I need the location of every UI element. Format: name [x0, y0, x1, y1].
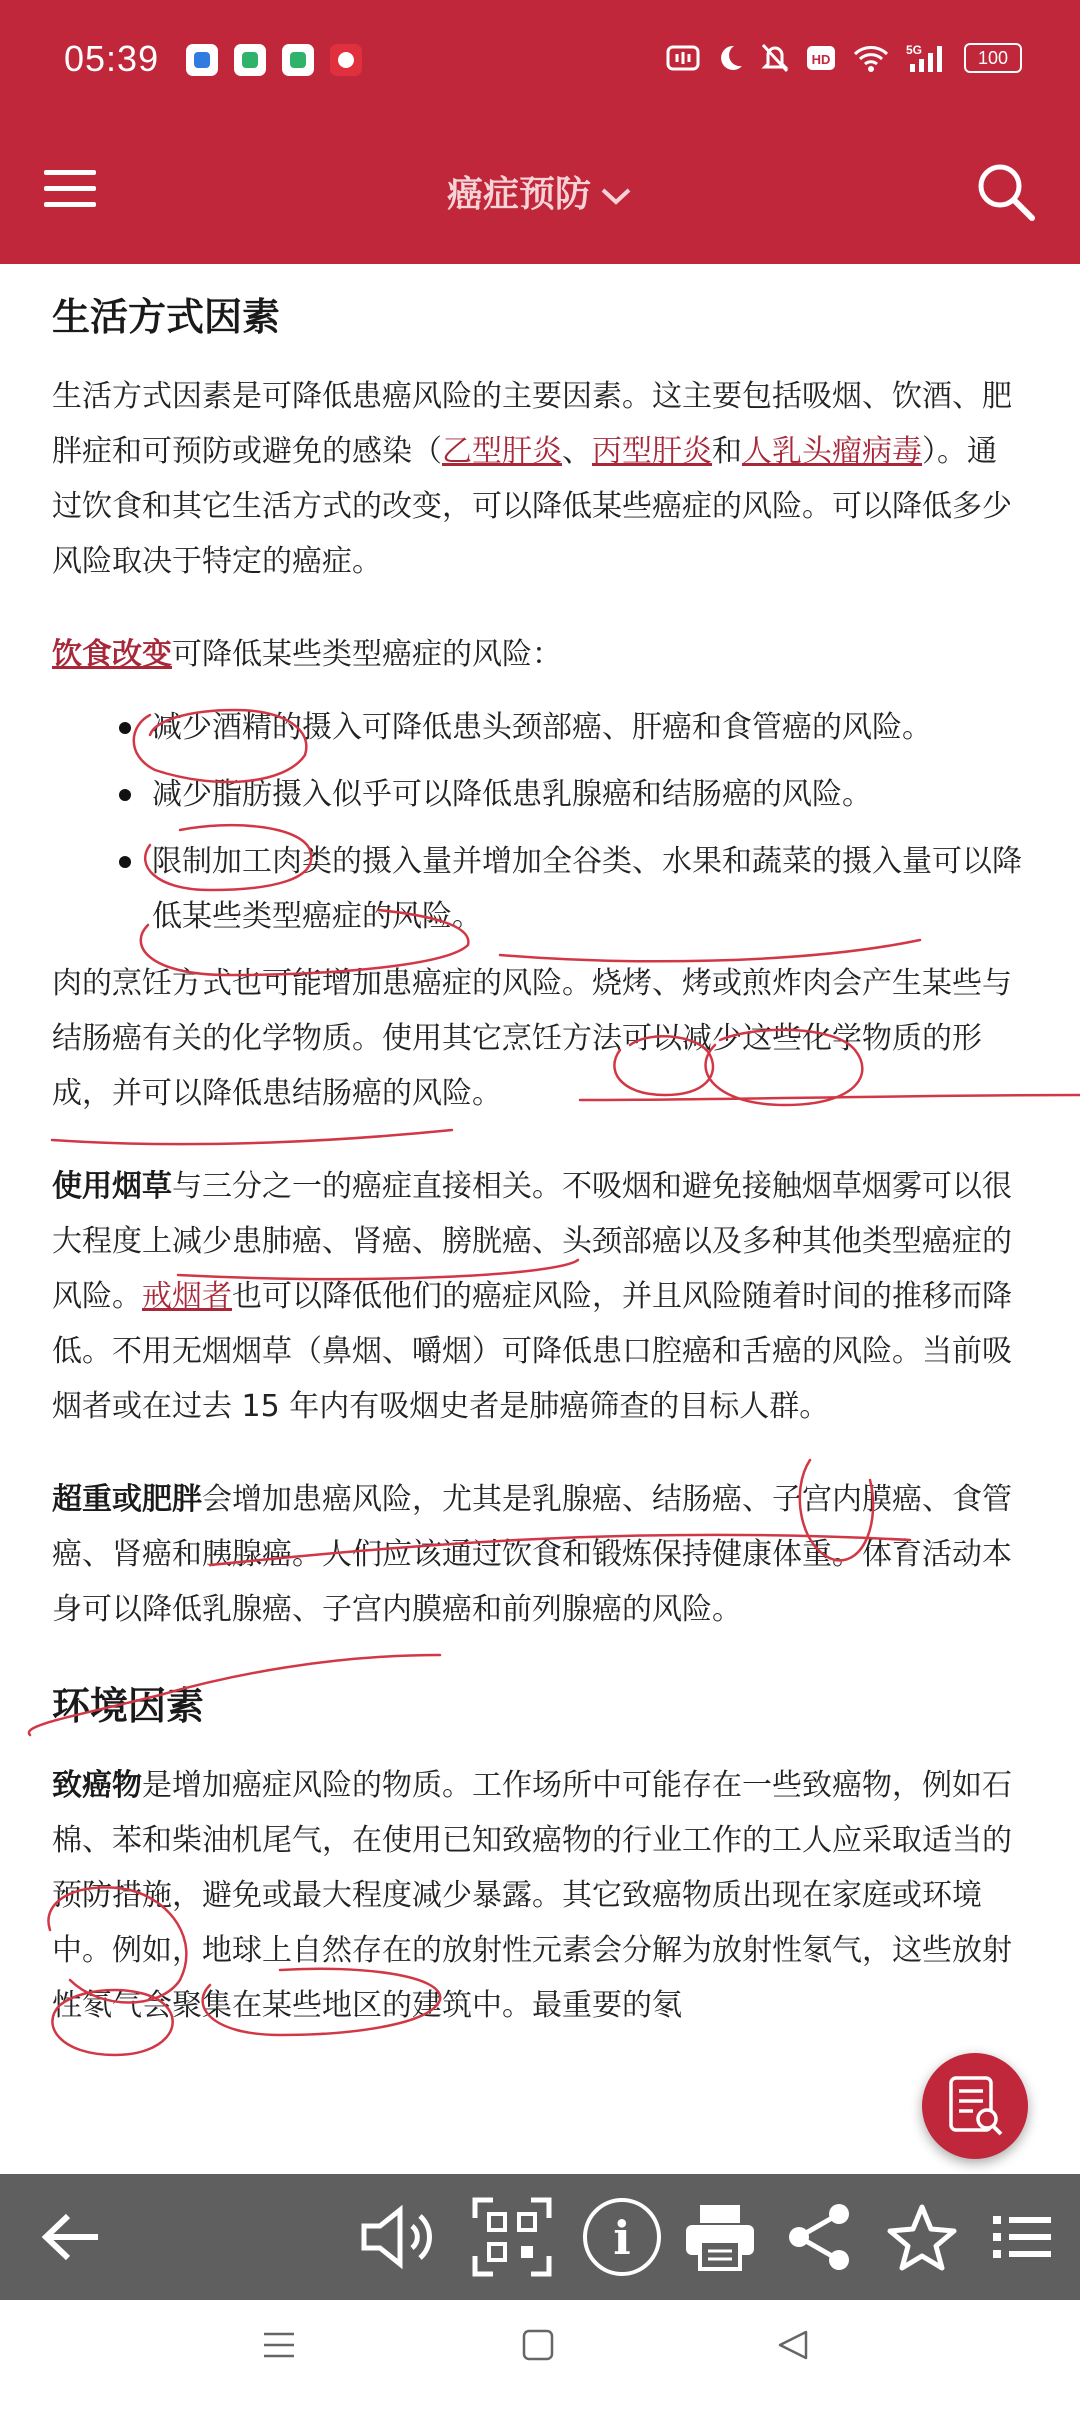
link-diet-change[interactable]: 饮食改变	[52, 637, 172, 672]
app-notification-icon	[186, 44, 218, 76]
info-icon	[581, 2196, 663, 2278]
home-button[interactable]	[521, 2328, 555, 2366]
notes-search-icon	[947, 2075, 1005, 2137]
home-icon	[521, 2328, 555, 2362]
bookmark-button[interactable]	[872, 2174, 972, 2300]
back-button[interactable]	[20, 2174, 120, 2300]
search-icon	[974, 160, 1038, 224]
svg-text:5G: 5G	[906, 43, 923, 57]
paragraph-text: 会增加患癌风险，尤其是乳腺癌、结肠癌、子宫内膜癌、食管癌、肾癌和胰腺癌。人们应该通过饮食和锻炼保持健康体重。体育活动本身可以降低乳腺癌、子宫内膜癌和前列腺癌的风险。	[52, 1482, 1012, 1627]
speaker-icon	[358, 2202, 442, 2272]
print-icon	[682, 2201, 758, 2273]
read-aloud-button[interactable]	[350, 2174, 450, 2300]
search-button[interactable]	[974, 160, 1038, 224]
system-icons	[666, 42, 1022, 74]
paragraph-text: 是增加癌症风险的物质。工作场所中可能存在一些致癌物，例如石棉、苯和柴油机尾气，在使用已知致癌物的行业工作的工人应采取适当的预防措施，避免或最大程度减少暴露。其它致癌物质出现在家庭或环境中。例如，地球上自然存在的放射性元素会分解为放射性氡气，这些放射性氡气会聚集在某些地区的建筑中。最重要的氡	[52, 1768, 1012, 2023]
paragraph-text: 和	[712, 434, 742, 469]
nfc-icon	[666, 43, 700, 73]
app-bar	[0, 120, 1080, 264]
app-notification-icon	[282, 44, 314, 76]
paragraph-text: 生活方式因素是可降低患癌风险的主要因素。这主要包括吸烟、饮酒、肥胖症和可预防或避免的感染（	[52, 379, 1012, 469]
link-quit-smoking[interactable]: 戒烟者	[142, 1279, 232, 1314]
paragraph-text: 也可以降低他们的癌症风险，并且风险随着时间的推移而降低。不用无烟烟草（鼻烟、嚼烟）可降低患口腔癌和舌癌的风险。当前吸烟者或在过去 15 年内有吸烟史者是肺癌筛查的目标人群。	[52, 1279, 1012, 1424]
notification-icons	[186, 44, 362, 76]
bottom-toolbar	[0, 2174, 1080, 2300]
paragraph-tobacco	[52, 1159, 1024, 1434]
paragraph-diet	[52, 627, 1024, 682]
top-bar	[0, 0, 1080, 264]
system-back-button[interactable]	[776, 2328, 810, 2366]
bold-term-tobacco: 使用烟草	[52, 1169, 172, 1204]
app-notification-icon	[234, 44, 266, 76]
link-hpv[interactable]: 人乳头瘤病毒	[742, 434, 922, 469]
page-title: 癌症预防	[446, 174, 591, 215]
diet-bullet-list	[52, 700, 1024, 944]
paragraph-text: 可降低某些类型癌症的风险：	[172, 637, 562, 672]
list-icon	[991, 2212, 1053, 2262]
list-item: 限制加工肉类的摄入量并增加全谷类、水果和蔬菜的摄入量可以降低某些类型癌症的风险。	[152, 834, 1024, 944]
status-bar	[0, 0, 1080, 120]
chevron-down-icon	[599, 185, 633, 207]
article-content	[52, 264, 1024, 2174]
svg-text:HD: HD	[811, 52, 831, 67]
paragraph-carcinogen	[52, 1758, 1024, 2033]
list-item: 减少酒精的摄入可降低患头颈部癌、肝癌和食管癌的风险。	[152, 700, 1024, 755]
info-button[interactable]	[572, 2174, 672, 2300]
print-button[interactable]	[670, 2174, 770, 2300]
notes-search-button[interactable]	[922, 2053, 1028, 2159]
share-button[interactable]	[770, 2174, 870, 2300]
battery-icon: 100	[964, 43, 1022, 73]
share-icon	[785, 2200, 855, 2274]
status-time: 05:39	[64, 38, 160, 79]
list-item: 减少脂肪摄入似乎可以降低患乳腺癌和结肠癌的风险。	[152, 767, 1024, 822]
bold-term-obesity: 超重或肥胖	[52, 1482, 202, 1517]
recents-button[interactable]	[262, 2328, 296, 2366]
moon-icon	[716, 43, 744, 73]
paragraph-lifestyle	[52, 369, 1024, 589]
svg-text:i: i	[613, 2211, 631, 2265]
app-notification-icon	[330, 44, 362, 76]
section-heading: 生活方式因素	[52, 295, 281, 339]
link-hepatitis-b[interactable]: 乙型肝炎	[442, 434, 562, 469]
wifi-icon	[852, 43, 890, 73]
back-icon	[776, 2328, 810, 2362]
back-arrow-icon	[38, 2210, 102, 2264]
paragraph-text: 、	[562, 434, 592, 469]
link-hepatitis-c[interactable]: 丙型肝炎	[592, 434, 712, 469]
paragraph-text: ）。通过饮食和其它生活方式的改变，可以降低某些癌症的风险。可以降低多少风险取决于特定的癌症。	[52, 434, 1012, 579]
section-heading: 环境因素	[52, 1684, 205, 1728]
qr-scan-icon	[471, 2196, 553, 2278]
contents-list-button[interactable]	[972, 2174, 1072, 2300]
recents-icon	[262, 2328, 296, 2362]
mute-icon	[760, 42, 790, 74]
paragraph-text: 与三分之一的癌症直接相关。不吸烟和避免接触烟草烟雾可以很大程度上减少患肺癌、肾癌、膀胱癌、头颈部癌以及多种其他类型癌症的风险。	[52, 1169, 1012, 1314]
paragraph-obesity	[52, 1472, 1024, 1637]
qr-scan-button[interactable]	[462, 2174, 562, 2300]
paragraph-cooking: 肉的烹饪方式也可能增加患癌症的风险。烧烤、烤或煎炸肉会产生某些与结肠癌有关的化学物质。使用其它烹饪方法可以减少这些化学物质的形成，并可以降低患结肠癌的风险。	[52, 966, 1012, 1111]
signal-5g-icon	[906, 42, 948, 74]
bold-term-carcinogen: 致癌物	[52, 1768, 142, 1803]
section-dropdown[interactable]	[0, 166, 1080, 217]
hd-icon	[806, 44, 836, 72]
star-icon	[887, 2203, 957, 2271]
system-nav-bar	[0, 2300, 1080, 2412]
